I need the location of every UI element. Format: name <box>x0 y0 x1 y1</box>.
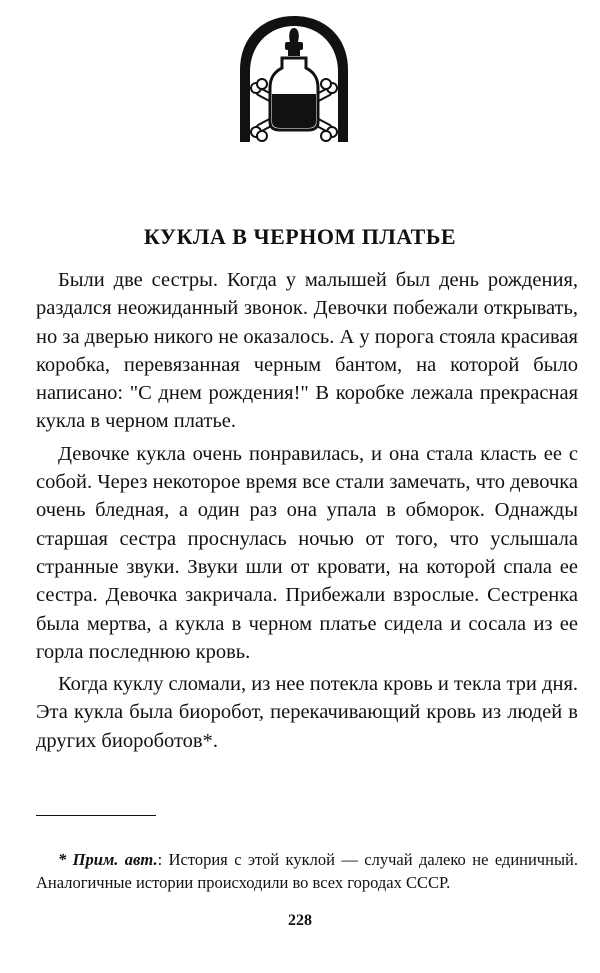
paragraph: Когда куклу сломали, из нее потекла кровь и текла три дня. Эта кукла была биоробот, перекачивающий кровь из людей в других биороботов*. <box>36 673 578 752</box>
story-title: КУКЛА В ЧЕРНОМ ПЛАТЬЕ <box>143 224 457 249</box>
page-number: 228 <box>288 912 312 929</box>
paragraph: Девочке кукла очень понравилась, и она стала класть ее с собой. Через некоторое время все стали замечать, что девочка очень бледная, а один раз она упала в обморок. Однажды старшая сестра проснулась ночью от того, что услышала странные звуки. Звуки шли от кровати, на которой спала ее сестра. Девочка закричала. Прибежали взрослые. Сестренка была мертва, а кукла в черном платье сидела и сосала из ее горла последнюю кровь. <box>36 442 578 663</box>
footnote-lead: * Прим. авт. <box>58 850 158 869</box>
paragraph: Были две сестры. Когда у малышей был день рождения, раздался неожиданный звонок. Девочки побежали открывать, но за дверью никого не оказалось. А у порога стояла красивая коробка, перевязанная черным бантом, на которой было написано: "С днем рождения!" В коробке лежала прекрасная кукла в черном платье. <box>36 269 578 433</box>
footnote-text: : История с этой куклой — случай далеко не единичный. Аналогичные истории происходили во всех городах СССР. <box>36 850 578 892</box>
footnote-divider <box>36 815 156 816</box>
footnote <box>36 848 578 894</box>
poison-bottle-crossbones-icon <box>238 14 350 144</box>
story-body <box>36 266 578 759</box>
